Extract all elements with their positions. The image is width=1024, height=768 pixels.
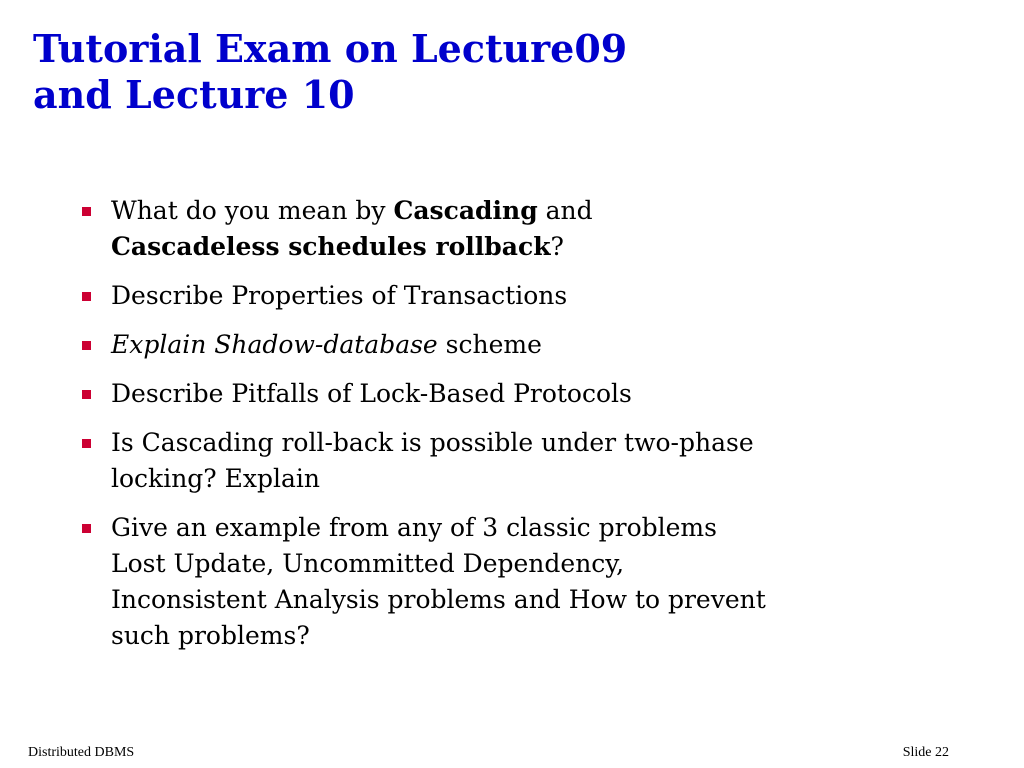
bullet-text: and [537,196,593,225]
square-bullet-icon [82,524,91,533]
bullet-line [111,193,960,229]
bullet-line: Is Cascading roll-back is possible under two-phase [111,428,754,457]
bullet-line: Lost Update, Uncommitted Dependency, [111,549,625,578]
footer-slide-number: Slide 22 [902,745,949,760]
square-bullet-icon [82,439,91,448]
slide-title [33,26,993,118]
bullet-line: Give an example from any of 3 classic problems [111,513,717,542]
bullet-line: locking? Explain [111,464,320,493]
bullet-text: ? [550,232,564,261]
bullet-italic-text: Explain Shadow-database [111,330,438,359]
bullet-item-pitfalls [80,376,960,412]
bullet-list [80,193,960,667]
bullet-line [111,229,960,265]
title-line-2: and Lecture 10 [33,72,355,117]
square-bullet-icon [82,207,91,216]
bullet-text: Describe Pitfalls of Lock-Based Protocols [111,379,632,408]
square-bullet-icon [82,292,91,301]
bullet-text: scheme [437,330,542,359]
bullet-bold-text: Cascading [393,196,538,225]
bullet-item-properties [80,278,960,314]
bullet-item-cascading [80,193,960,265]
bullet-item-two-phase-locking [80,425,960,497]
footer-course-name: Distributed DBMS [28,745,135,760]
square-bullet-icon [82,341,91,350]
bullet-bold-text: Cascadeless schedules rollback [111,232,551,261]
square-bullet-icon [82,390,91,399]
bullet-item-classic-problems [80,510,960,654]
bullet-line [111,327,960,363]
title-line-1: Tutorial Exam on Lecture09 [33,26,628,71]
bullet-text: What do you mean by [111,196,394,225]
bullet-line: such problems? [111,621,310,650]
bullet-text: Describe Properties of Transactions [111,281,568,310]
bullet-item-shadow-database [80,327,960,363]
bullet-line: Inconsistent Analysis problems and How to prevent [111,585,766,614]
